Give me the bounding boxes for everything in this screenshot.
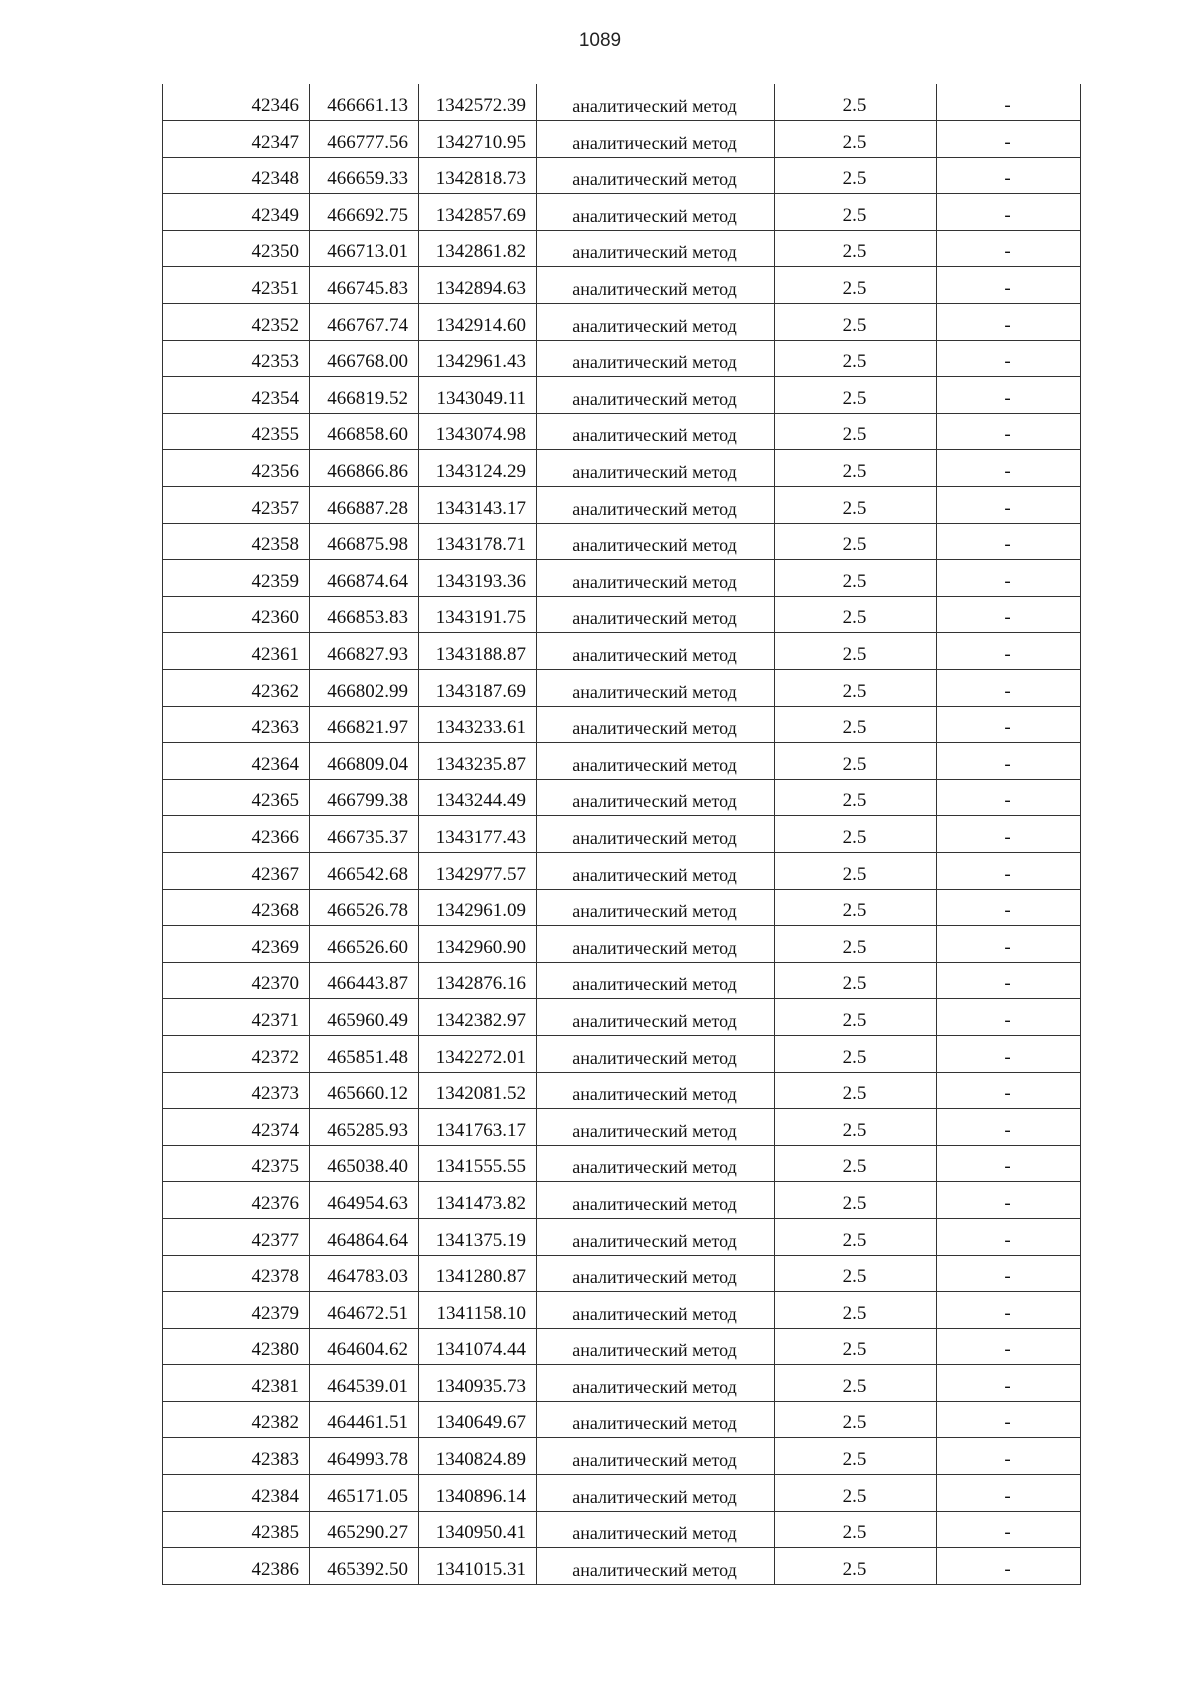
- x-coordinate-cell: 466767.74: [310, 304, 419, 341]
- x-coordinate-cell: 465038.40: [310, 1145, 419, 1182]
- y-coordinate-cell: 1341763.17: [419, 1109, 537, 1146]
- accuracy-cell: 2.5: [775, 852, 937, 889]
- note-cell: -: [937, 377, 1081, 414]
- accuracy-cell: 2.5: [775, 377, 937, 414]
- note-cell: -: [937, 1035, 1081, 1072]
- x-coordinate-cell: 464864.64: [310, 1218, 419, 1255]
- point-number-cell: 42361: [163, 633, 310, 670]
- accuracy-cell: 2.5: [775, 1145, 937, 1182]
- table-row: [163, 194, 1081, 231]
- point-number-cell: 42363: [163, 706, 310, 743]
- point-number-cell: 42380: [163, 1328, 310, 1365]
- table-row: [163, 157, 1081, 194]
- method-cell: аналитический метод: [537, 523, 775, 560]
- method-cell: аналитический метод: [537, 816, 775, 853]
- table-row: [163, 1401, 1081, 1438]
- x-coordinate-cell: 465660.12: [310, 1072, 419, 1109]
- note-cell: -: [937, 1438, 1081, 1475]
- method-cell: аналитический метод: [537, 1218, 775, 1255]
- x-coordinate-cell: 465171.05: [310, 1475, 419, 1512]
- note-cell: -: [937, 304, 1081, 341]
- accuracy-cell: 2.5: [775, 121, 937, 158]
- y-coordinate-cell: 1340935.73: [419, 1365, 537, 1402]
- table-row: [163, 999, 1081, 1036]
- note-cell: -: [937, 852, 1081, 889]
- point-number-cell: 42372: [163, 1035, 310, 1072]
- accuracy-cell: 2.5: [775, 1072, 937, 1109]
- note-cell: -: [937, 1218, 1081, 1255]
- note-cell: -: [937, 889, 1081, 926]
- table-row: [163, 706, 1081, 743]
- y-coordinate-cell: 1343187.69: [419, 670, 537, 707]
- y-coordinate-cell: 1340950.41: [419, 1511, 537, 1548]
- x-coordinate-cell: 466526.78: [310, 889, 419, 926]
- point-number-cell: 42362: [163, 670, 310, 707]
- table-body: [163, 84, 1081, 1584]
- accuracy-cell: 2.5: [775, 1218, 937, 1255]
- x-coordinate-cell: 466799.38: [310, 779, 419, 816]
- x-coordinate-cell: 465851.48: [310, 1035, 419, 1072]
- point-number-cell: 42368: [163, 889, 310, 926]
- accuracy-cell: 2.5: [775, 889, 937, 926]
- table-row: [163, 523, 1081, 560]
- accuracy-cell: 2.5: [775, 1548, 937, 1585]
- table-row: [163, 779, 1081, 816]
- method-cell: аналитический метод: [537, 1511, 775, 1548]
- y-coordinate-cell: 1342857.69: [419, 194, 537, 231]
- table-row: [163, 1548, 1081, 1585]
- y-coordinate-cell: 1342977.57: [419, 852, 537, 889]
- method-cell: аналитический метод: [537, 413, 775, 450]
- table-row: [163, 743, 1081, 780]
- method-cell: аналитический метод: [537, 304, 775, 341]
- accuracy-cell: 2.5: [775, 962, 937, 999]
- note-cell: -: [937, 267, 1081, 304]
- table-row: [163, 962, 1081, 999]
- x-coordinate-cell: 465392.50: [310, 1548, 419, 1585]
- note-cell: -: [937, 706, 1081, 743]
- y-coordinate-cell: 1342818.73: [419, 157, 537, 194]
- point-number-cell: 42381: [163, 1365, 310, 1402]
- method-cell: аналитический метод: [537, 670, 775, 707]
- note-cell: -: [937, 487, 1081, 524]
- note-cell: -: [937, 1548, 1081, 1585]
- table-row: [163, 1255, 1081, 1292]
- y-coordinate-cell: 1342861.82: [419, 230, 537, 267]
- method-cell: аналитический метод: [537, 1438, 775, 1475]
- table-row: [163, 1072, 1081, 1109]
- point-number-cell: 42374: [163, 1109, 310, 1146]
- y-coordinate-cell: 1342961.43: [419, 340, 537, 377]
- x-coordinate-cell: 466542.68: [310, 852, 419, 889]
- note-cell: -: [937, 230, 1081, 267]
- y-coordinate-cell: 1342876.16: [419, 962, 537, 999]
- y-coordinate-cell: 1343143.17: [419, 487, 537, 524]
- point-number-cell: 42365: [163, 779, 310, 816]
- y-coordinate-cell: 1341375.19: [419, 1218, 537, 1255]
- note-cell: -: [937, 999, 1081, 1036]
- x-coordinate-cell: 466875.98: [310, 523, 419, 560]
- method-cell: аналитический метод: [537, 450, 775, 487]
- accuracy-cell: 2.5: [775, 743, 937, 780]
- y-coordinate-cell: 1340649.67: [419, 1401, 537, 1438]
- accuracy-cell: 2.5: [775, 706, 937, 743]
- note-cell: -: [937, 1475, 1081, 1512]
- x-coordinate-cell: 466819.52: [310, 377, 419, 414]
- accuracy-cell: 2.5: [775, 560, 937, 597]
- accuracy-cell: 2.5: [775, 1401, 937, 1438]
- x-coordinate-cell: 466745.83: [310, 267, 419, 304]
- coordinates-table-wrap: [162, 84, 1080, 1585]
- accuracy-cell: 2.5: [775, 267, 937, 304]
- page-number: 1089: [578, 30, 622, 51]
- note-cell: -: [937, 633, 1081, 670]
- note-cell: -: [937, 779, 1081, 816]
- method-cell: аналитический метод: [537, 889, 775, 926]
- accuracy-cell: 2.5: [775, 84, 937, 121]
- table-row: [163, 1182, 1081, 1219]
- x-coordinate-cell: 466777.56: [310, 121, 419, 158]
- note-cell: -: [937, 84, 1081, 121]
- x-coordinate-cell: 466858.60: [310, 413, 419, 450]
- y-coordinate-cell: 1340824.89: [419, 1438, 537, 1475]
- accuracy-cell: 2.5: [775, 1182, 937, 1219]
- y-coordinate-cell: 1343235.87: [419, 743, 537, 780]
- table-row: [163, 1109, 1081, 1146]
- accuracy-cell: 2.5: [775, 1438, 937, 1475]
- table-row: [163, 560, 1081, 597]
- method-cell: аналитический метод: [537, 596, 775, 633]
- table-row: [163, 413, 1081, 450]
- accuracy-cell: 2.5: [775, 487, 937, 524]
- point-number-cell: 42385: [163, 1511, 310, 1548]
- accuracy-cell: 2.5: [775, 1475, 937, 1512]
- x-coordinate-cell: 466887.28: [310, 487, 419, 524]
- x-coordinate-cell: 465290.27: [310, 1511, 419, 1548]
- note-cell: -: [937, 340, 1081, 377]
- note-cell: -: [937, 1401, 1081, 1438]
- table-row: [163, 889, 1081, 926]
- table-row: [163, 340, 1081, 377]
- accuracy-cell: 2.5: [775, 816, 937, 853]
- method-cell: аналитический метод: [537, 1182, 775, 1219]
- accuracy-cell: 2.5: [775, 999, 937, 1036]
- table-row: [163, 1328, 1081, 1365]
- point-number-cell: 42358: [163, 523, 310, 560]
- method-cell: аналитический метод: [537, 1548, 775, 1585]
- table-row: [163, 852, 1081, 889]
- accuracy-cell: 2.5: [775, 157, 937, 194]
- note-cell: -: [937, 1145, 1081, 1182]
- x-coordinate-cell: 466866.86: [310, 450, 419, 487]
- x-coordinate-cell: 464539.01: [310, 1365, 419, 1402]
- method-cell: аналитический метод: [537, 926, 775, 963]
- method-cell: аналитический метод: [537, 962, 775, 999]
- y-coordinate-cell: 1343049.11: [419, 377, 537, 414]
- x-coordinate-cell: 464783.03: [310, 1255, 419, 1292]
- y-coordinate-cell: 1343124.29: [419, 450, 537, 487]
- x-coordinate-cell: 466526.60: [310, 926, 419, 963]
- y-coordinate-cell: 1342914.60: [419, 304, 537, 341]
- point-number-cell: 42367: [163, 852, 310, 889]
- accuracy-cell: 2.5: [775, 523, 937, 560]
- point-number-cell: 42348: [163, 157, 310, 194]
- table-row: [163, 670, 1081, 707]
- table-row: [163, 450, 1081, 487]
- y-coordinate-cell: 1342382.97: [419, 999, 537, 1036]
- y-coordinate-cell: 1342272.01: [419, 1035, 537, 1072]
- method-cell: аналитический метод: [537, 1072, 775, 1109]
- method-cell: аналитический метод: [537, 487, 775, 524]
- point-number-cell: 42376: [163, 1182, 310, 1219]
- method-cell: аналитический метод: [537, 230, 775, 267]
- accuracy-cell: 2.5: [775, 633, 937, 670]
- note-cell: -: [937, 926, 1081, 963]
- coordinates-table: [162, 84, 1081, 1585]
- method-cell: аналитический метод: [537, 1255, 775, 1292]
- accuracy-cell: 2.5: [775, 340, 937, 377]
- table-row: [163, 596, 1081, 633]
- accuracy-cell: 2.5: [775, 926, 937, 963]
- note-cell: -: [937, 1072, 1081, 1109]
- y-coordinate-cell: 1341280.87: [419, 1255, 537, 1292]
- accuracy-cell: 2.5: [775, 1292, 937, 1329]
- x-coordinate-cell: 466827.93: [310, 633, 419, 670]
- note-cell: -: [937, 962, 1081, 999]
- point-number-cell: 42359: [163, 560, 310, 597]
- y-coordinate-cell: 1343178.71: [419, 523, 537, 560]
- accuracy-cell: 2.5: [775, 1035, 937, 1072]
- note-cell: -: [937, 816, 1081, 853]
- method-cell: аналитический метод: [537, 157, 775, 194]
- table-row: [163, 1218, 1081, 1255]
- y-coordinate-cell: 1343244.49: [419, 779, 537, 816]
- x-coordinate-cell: 466853.83: [310, 596, 419, 633]
- table-row: [163, 377, 1081, 414]
- method-cell: аналитический метод: [537, 779, 775, 816]
- y-coordinate-cell: 1342960.90: [419, 926, 537, 963]
- note-cell: -: [937, 1182, 1081, 1219]
- y-coordinate-cell: 1341555.55: [419, 1145, 537, 1182]
- method-cell: аналитический метод: [537, 852, 775, 889]
- table-row: [163, 926, 1081, 963]
- point-number-cell: 42347: [163, 121, 310, 158]
- method-cell: аналитический метод: [537, 1475, 775, 1512]
- table-row: [163, 1292, 1081, 1329]
- x-coordinate-cell: 466821.97: [310, 706, 419, 743]
- y-coordinate-cell: 1341074.44: [419, 1328, 537, 1365]
- method-cell: аналитический метод: [537, 1145, 775, 1182]
- y-coordinate-cell: 1343191.75: [419, 596, 537, 633]
- note-cell: -: [937, 523, 1081, 560]
- x-coordinate-cell: 464672.51: [310, 1292, 419, 1329]
- accuracy-cell: 2.5: [775, 450, 937, 487]
- method-cell: аналитический метод: [537, 1401, 775, 1438]
- point-number-cell: 42351: [163, 267, 310, 304]
- point-number-cell: 42353: [163, 340, 310, 377]
- x-coordinate-cell: 466692.75: [310, 194, 419, 231]
- note-cell: -: [937, 1255, 1081, 1292]
- accuracy-cell: 2.5: [775, 1365, 937, 1402]
- note-cell: -: [937, 1109, 1081, 1146]
- point-number-cell: 42360: [163, 596, 310, 633]
- x-coordinate-cell: 466735.37: [310, 816, 419, 853]
- table-row: [163, 1475, 1081, 1512]
- method-cell: аналитический метод: [537, 999, 775, 1036]
- y-coordinate-cell: 1342894.63: [419, 267, 537, 304]
- point-number-cell: 42371: [163, 999, 310, 1036]
- table-row: [163, 304, 1081, 341]
- table-row: [163, 816, 1081, 853]
- method-cell: аналитический метод: [537, 121, 775, 158]
- method-cell: аналитический метод: [537, 84, 775, 121]
- note-cell: -: [937, 413, 1081, 450]
- point-number-cell: 42383: [163, 1438, 310, 1475]
- method-cell: аналитический метод: [537, 706, 775, 743]
- note-cell: -: [937, 450, 1081, 487]
- point-number-cell: 42369: [163, 926, 310, 963]
- point-number-cell: 42349: [163, 194, 310, 231]
- note-cell: -: [937, 121, 1081, 158]
- note-cell: -: [937, 1292, 1081, 1329]
- y-coordinate-cell: 1341158.10: [419, 1292, 537, 1329]
- method-cell: аналитический метод: [537, 1328, 775, 1365]
- accuracy-cell: 2.5: [775, 1109, 937, 1146]
- x-coordinate-cell: 466809.04: [310, 743, 419, 780]
- point-number-cell: 42355: [163, 413, 310, 450]
- table-row: [163, 1511, 1081, 1548]
- point-number-cell: 42375: [163, 1145, 310, 1182]
- table-row: [163, 121, 1081, 158]
- point-number-cell: 42377: [163, 1218, 310, 1255]
- x-coordinate-cell: 466661.13: [310, 84, 419, 121]
- x-coordinate-cell: 466802.99: [310, 670, 419, 707]
- note-cell: -: [937, 596, 1081, 633]
- method-cell: аналитический метод: [537, 194, 775, 231]
- accuracy-cell: 2.5: [775, 1328, 937, 1365]
- accuracy-cell: 2.5: [775, 413, 937, 450]
- y-coordinate-cell: 1343074.98: [419, 413, 537, 450]
- y-coordinate-cell: 1343193.36: [419, 560, 537, 597]
- y-coordinate-cell: 1343188.87: [419, 633, 537, 670]
- table-row: [163, 1438, 1081, 1475]
- point-number-cell: 42366: [163, 816, 310, 853]
- point-number-cell: 42346: [163, 84, 310, 121]
- note-cell: -: [937, 194, 1081, 231]
- table-row: [163, 633, 1081, 670]
- method-cell: аналитический метод: [537, 267, 775, 304]
- y-coordinate-cell: 1342081.52: [419, 1072, 537, 1109]
- point-number-cell: 42378: [163, 1255, 310, 1292]
- accuracy-cell: 2.5: [775, 1511, 937, 1548]
- y-coordinate-cell: 1340896.14: [419, 1475, 537, 1512]
- x-coordinate-cell: 466874.64: [310, 560, 419, 597]
- y-coordinate-cell: 1341015.31: [419, 1548, 537, 1585]
- method-cell: аналитический метод: [537, 633, 775, 670]
- accuracy-cell: 2.5: [775, 670, 937, 707]
- point-number-cell: 42352: [163, 304, 310, 341]
- accuracy-cell: 2.5: [775, 779, 937, 816]
- x-coordinate-cell: 465960.49: [310, 999, 419, 1036]
- note-cell: -: [937, 1365, 1081, 1402]
- table-row: [163, 1035, 1081, 1072]
- table-row: [163, 487, 1081, 524]
- x-coordinate-cell: 464993.78: [310, 1438, 419, 1475]
- x-coordinate-cell: 466713.01: [310, 230, 419, 267]
- method-cell: аналитический метод: [537, 560, 775, 597]
- note-cell: -: [937, 743, 1081, 780]
- note-cell: -: [937, 1328, 1081, 1365]
- method-cell: аналитический метод: [537, 340, 775, 377]
- note-cell: -: [937, 670, 1081, 707]
- x-coordinate-cell: 466659.33: [310, 157, 419, 194]
- point-number-cell: 42350: [163, 230, 310, 267]
- point-number-cell: 42373: [163, 1072, 310, 1109]
- point-number-cell: 42354: [163, 377, 310, 414]
- x-coordinate-cell: 466768.00: [310, 340, 419, 377]
- table-row: [163, 84, 1081, 121]
- y-coordinate-cell: 1341473.82: [419, 1182, 537, 1219]
- point-number-cell: 42356: [163, 450, 310, 487]
- table-row: [163, 267, 1081, 304]
- table-row: [163, 230, 1081, 267]
- x-coordinate-cell: 464604.62: [310, 1328, 419, 1365]
- point-number-cell: 42384: [163, 1475, 310, 1512]
- accuracy-cell: 2.5: [775, 194, 937, 231]
- accuracy-cell: 2.5: [775, 304, 937, 341]
- x-coordinate-cell: 466443.87: [310, 962, 419, 999]
- x-coordinate-cell: 464461.51: [310, 1401, 419, 1438]
- method-cell: аналитический метод: [537, 1109, 775, 1146]
- accuracy-cell: 2.5: [775, 1255, 937, 1292]
- method-cell: аналитический метод: [537, 1365, 775, 1402]
- x-coordinate-cell: 464954.63: [310, 1182, 419, 1219]
- point-number-cell: 42386: [163, 1548, 310, 1585]
- point-number-cell: 42382: [163, 1401, 310, 1438]
- method-cell: аналитический метод: [537, 1035, 775, 1072]
- method-cell: аналитический метод: [537, 1292, 775, 1329]
- method-cell: аналитический метод: [537, 377, 775, 414]
- point-number-cell: 42357: [163, 487, 310, 524]
- table-row: [163, 1365, 1081, 1402]
- table-row: [163, 1145, 1081, 1182]
- y-coordinate-cell: 1342710.95: [419, 121, 537, 158]
- note-cell: -: [937, 560, 1081, 597]
- point-number-cell: 42364: [163, 743, 310, 780]
- y-coordinate-cell: 1343177.43: [419, 816, 537, 853]
- note-cell: -: [937, 1511, 1081, 1548]
- point-number-cell: 42370: [163, 962, 310, 999]
- note-cell: -: [937, 157, 1081, 194]
- point-number-cell: 42379: [163, 1292, 310, 1329]
- x-coordinate-cell: 465285.93: [310, 1109, 419, 1146]
- method-cell: аналитический метод: [537, 743, 775, 780]
- y-coordinate-cell: 1342961.09: [419, 889, 537, 926]
- accuracy-cell: 2.5: [775, 596, 937, 633]
- y-coordinate-cell: 1342572.39: [419, 84, 537, 121]
- y-coordinate-cell: 1343233.61: [419, 706, 537, 743]
- accuracy-cell: 2.5: [775, 230, 937, 267]
